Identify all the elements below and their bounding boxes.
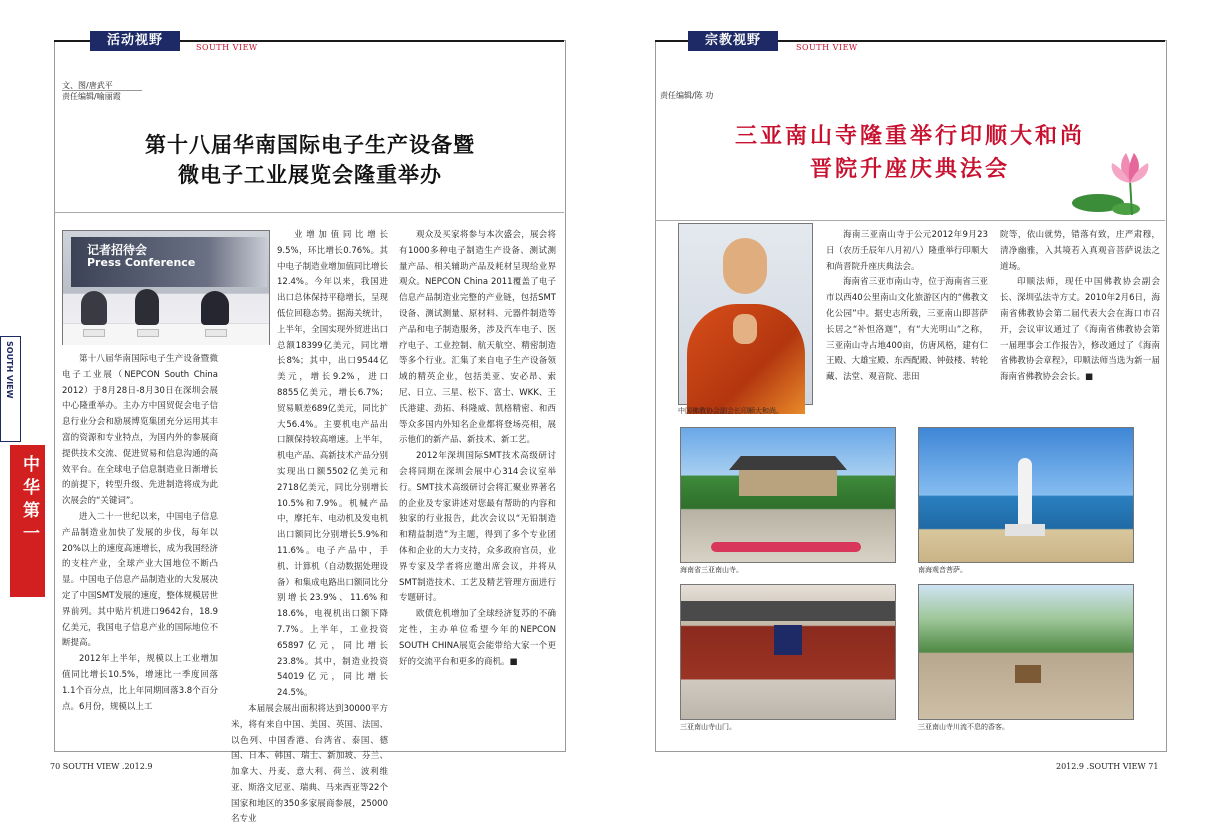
left-editor: 责任编辑/喻丽霞 (62, 92, 121, 101)
right-title-line2: 晋院升座庆典法会 (809, 156, 1010, 182)
right-folio: 2012.9 .SOUTH VIEW 71 (1056, 762, 1159, 771)
left-col1-para3: 2012年上半年，规模以上工业增加值同比增长10.5%，增速比一季度回落1.1个百分点，比上年同期回落3.8个百分点。6月份，规模以上工 (62, 654, 218, 712)
pilgrims-photo (918, 584, 1134, 720)
temple-photo-caption: 海南省三亚南山寺。 (680, 566, 743, 574)
temple-photo (680, 427, 896, 563)
nameplate-2 (137, 329, 159, 337)
portrait-caption: 中国佛教协会副会长印顺大和尚。 (678, 407, 783, 415)
left-byline: 文、图/唐武平 (62, 81, 113, 90)
speaker-3 (201, 291, 229, 325)
left-col1-para2: 进入二十一世纪以来，中国电子信息产品制造业加快了发展的步伐，每年以20%以上的速度高速增长，成为我国经济的支柱产业，全球产业大国地位不断凸显。中国电子信息产品制造业的大发展决定了中国SMT发展的速度，整体规模居世界前列。其中贴片机进口9642台，18.9亿美元，我国电子信息产业的国际地位不断提高。 (62, 511, 218, 649)
left-column-2 (231, 228, 388, 825)
left-folio: 70 SOUTH VIEW .2012.9 (50, 762, 153, 771)
gate-roof (681, 601, 895, 621)
right-col1-para1: 海南三亚南山寺于公元2012年9月23日（农历壬辰年八月初八）隆重举行印顺大和尚晋院升座庆典法会。 (826, 230, 988, 272)
guanyin-statue (1018, 458, 1032, 528)
left-col3-para3: 欧债危机增加了全球经济复苏的不确定性，主办单位希望今年的NEPCON SOUTH CHINA展览会能带给大家一个更好的交流平台和更多的商机。■ (399, 609, 556, 667)
spine-banner-text: 中华第一 (19, 455, 39, 547)
speaker-2 (135, 289, 159, 325)
right-column-2 (1000, 228, 1160, 414)
pilgrims-incense (1015, 665, 1041, 683)
left-column-1 (62, 352, 218, 742)
right-title-rule (655, 220, 1165, 221)
nameplate-3 (205, 329, 227, 337)
right-editor: 责任编辑/陈 功 (660, 91, 714, 100)
left-col2-para1: 业增加值同比增长9.5%，环比增长0.76%。其中电子制造业增加值同比增长12.4%。今年以来，我国进出口总体保持平稳增长，呈现低位回稳态势。据海关统计，上半年，全国实现外贸进出口总额18399亿美元，同比增长8%；其中，出口9544亿美元，增长9.2%，进口8855亿美元，增长6.7%；贸易顺差689亿美元，同比扩大56.4%。主要机电产品出口额保持较高增速。上半年，机电产品、高新技术产品分别实现出口额5502亿美元和2718亿美元，同比分别增长10.5%和7.9%。机械产品中，摩托车、电动机及发电机出口额同比分别增长5.9%和11.6%。电子产品中，手机、计算机（自动数据处理设备）和集成电路出口额同比分别增长23.9%、11.6%和18.6%，电视机出口额下降7.7%。上半年，工业投资65897亿元，同比增长23.8%。其中，制造业投资54019亿元，同比增长24.5%。 (277, 230, 388, 699)
monk-hands (733, 314, 757, 344)
left-section-sub: SOUTH VIEW (196, 43, 258, 52)
right-column-1 (826, 228, 988, 414)
monk-portrait-photo (678, 223, 813, 405)
temple-roof (729, 456, 847, 470)
gate-photo-caption: 三亚南山寺山门。 (680, 723, 736, 731)
guanyin-base (1005, 524, 1045, 536)
right-col2-para2: 印顺法师，现任中国佛教协会副会长、深圳弘法寺方丈。2010年2月6日，海南省佛教协会第二届代表大会在海口市召开，会议审议通过了《海南省佛教协会第一届理事会工作报告》，修改通过了《海南省佛教协会章程》，印顺法师当选为新一届海南省佛教协会会长。■ (1000, 277, 1160, 383)
left-col1-para1: 第十八届华南国际电子生产设备暨微电子工业展（NEPCON South China 2012）于8月28日-8月30日在深圳会展中心隆重举办。主办方中国贸促会电子信息行业分会和励展博览集团充分运用其丰富的资源和专业特点，为国内外的参展商提供技术交流、促进贸易和信息沟通的高效平台。在全球电子信息制造业日渐增长的前提下，转型升级、先进制造将成为此次展会的“关键词”。 (62, 354, 218, 507)
right-col2-para1: 院等，依山就势，错落有致，庄严肃穆，清净幽雅，入其境若入真观音菩萨说法之道场。 (1000, 230, 1160, 272)
left-section-tab: 活动视野 (90, 31, 180, 51)
spine-banner (10, 445, 45, 597)
left-article-title (60, 130, 560, 190)
right-col1-para2: 海南省三亚市南山寺，位于海南省三亚市以西40公里南山文化旅游区内的“佛教文化公园”中。据史志所载，三亚南山即菩萨长居之“补怛洛迦”，有“大光明山”之称，三亚南山寺占地400亩，仿唐风格，建有仁王殿、大雄宝殿、东西配殿、钟鼓楼、转轮藏、法堂、观音院、悲田 (826, 277, 988, 383)
monk-head (723, 238, 767, 294)
guanyin-photo (918, 427, 1134, 563)
nameplate-1 (83, 329, 105, 337)
lotus-icon (1070, 145, 1165, 220)
press-banner-title: 记者招待会 (87, 243, 148, 257)
left-title-line2: 微电子工业展览会隆重举办 (178, 162, 442, 187)
left-column-3 (399, 228, 556, 742)
left-title-line1: 第十八届华南国际电子生产设备暨 (145, 132, 475, 157)
pilgrims-photo-caption: 三亚南山寺川流不息的香客。 (918, 723, 1009, 731)
right-section-sub: SOUTH VIEW (796, 43, 858, 52)
temple-hall (739, 470, 837, 496)
temple-flowers (711, 542, 861, 552)
right-title-line1: 三亚南山寺隆重举行印顺大和尚 (734, 123, 1085, 149)
left-col3-para1: 观众及买家将参与本次盛会，展会将有1000多种电子制造生产设备、测试测量产品、相关辅助产品及耗材呈现给业界观众。NEPCON China 2011覆盖了电子信息产品制造业完整的产业链，包括SMT设备、测试测量、原材料、元器件制造等产品和电子制造服务，涉及汽车电子、医疗电子、工业控制、航天航空、精密制造等多个行业。汇集了来自电子生产设备领域的精英企业，包括美亚、安必昂、索尼、日立、三星、松下、富士、WKK、王氏港建、劲拓、科隆威、凯格精密、和西等众多国内外知名企业都将登场亮相，展示他们的新产品、新技术、新工艺。 (399, 230, 556, 446)
speaker-1 (81, 291, 107, 325)
gate-plaque (774, 625, 802, 655)
left-col2-para2: 本届展会展出面积将达到30000平方米，将有来自中国、美国、英国、法国、以色列、中国香港、台湾省、泰国、德国、日本、韩国、瑞士、新加坡、芬兰、加拿大、丹麦、意大利、荷兰、波利维亚、斯洛文尼亚、瑞典、马来西亚等22个国家和地区的350多家展商参展，25000名专业 (231, 703, 388, 825)
gate-photo (680, 584, 896, 720)
left-col3-para2: 2012年深圳国际SMT技术高级研讨会将同期在深圳会展中心314会议室举行。SMT技术高级研讨会将汇聚业界著名的企业及专家讲述对您最有帮助的内容和独家的行业报告，此次会议以“无铅制造和精益制造”为主题，得到了多个专业团体和企业的大力支持，众多政府官员，业界专家及学者将应邀出席会议，并将从SMT制造技术、工艺及精艺管理方面进行专题研讨。 (399, 451, 556, 604)
left-title-rule (54, 212, 564, 213)
guanyin-photo-caption: 南海观音菩萨。 (918, 566, 967, 574)
spine-tab (0, 336, 21, 442)
press-banner-en: Press Conference (87, 256, 196, 269)
right-section-tab: 宗教视野 (688, 31, 778, 51)
spine-tab-text: SOUTH VIEW (5, 341, 14, 399)
